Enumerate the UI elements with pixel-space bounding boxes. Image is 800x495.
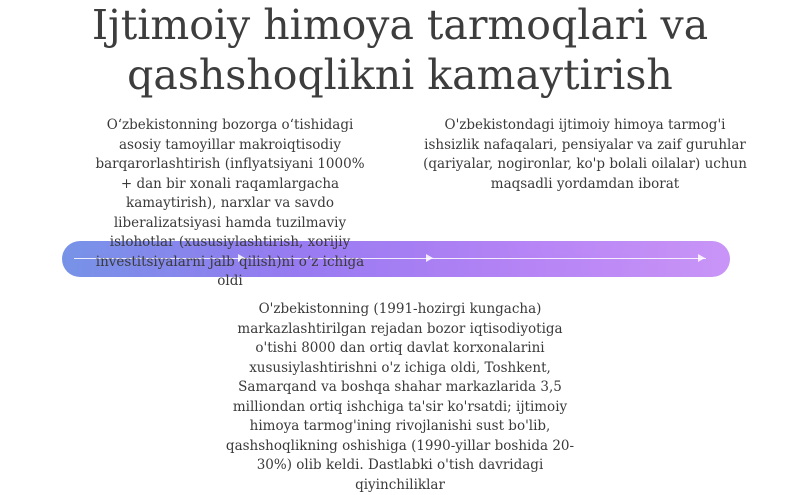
slide-title: Ijtimoiy himoya tarmoqlari va qashshoqlikni kamaytirish	[91, 1, 709, 99]
text-block-market-transition: O‘zbekistonning bozorga o‘tishidagi asosiy tamoyillar makroiqtisodiy barqarorlashtirish (inflyatsiyani 1000% + dan bir xonali raqamlargacha kamaytirish), narxlar va savdo liberalizatsiyasi hamda tuzilmaviy islohotlar (xususiylashtirish, xorijiy investitsiyalarni jalb qilish)ni o‘z ichiga oldi	[95, 117, 365, 289]
text-block-social-safety-net: O'zbekistondagi ijtimoiy himoya tarmog'i ishsizlik nafaqalari, pensiyalar va zaif guruhlar (qariyalar, nogironlar, ko'p bolali oilalar) uchun maqsadli yordamdan iborat	[423, 117, 747, 192]
text-block-privatization: O'zbekistonning (1991-hozirgi kungacha) markazlashtirilgan rejadan bozor iqtisodiyotiga o'tishi 8000 dan ortiq davlat korxonalarini xususiylashtirishni o'z ichiga oldi, Toshkent, Samarqand va boshqa shahar markazlarida 3,5 milliondan ortiq ishchiga ta'sir ko'rsatdi; ijtimoiy himoya tarmog'ining rivojlanishi sust bo'lib, qashshoqlikning oshishiga (1990-yillar boshida 20-30%) olib keldi. Dastlabki o'tish davridagi qiyinchiliklar	[225, 301, 575, 493]
timeline-arrow-icon	[426, 254, 433, 262]
timeline-arrow-icon	[698, 254, 705, 262]
